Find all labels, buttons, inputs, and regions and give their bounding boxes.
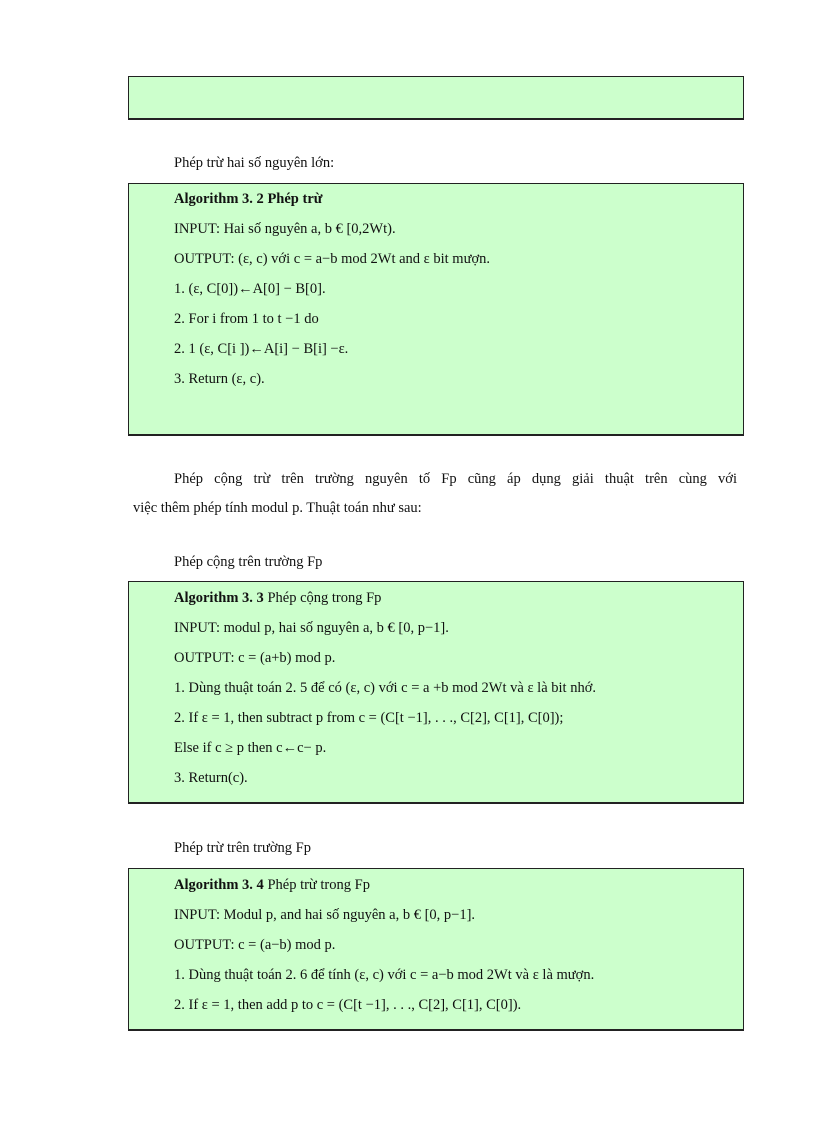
algorithm-name: Phép trừ trong Fp [267, 877, 370, 893]
algorithm-line: 2. If ε = 1, then add p to c = (C[t −1], . . ., C[2], C[1], C[0]). [174, 997, 522, 1013]
algorithm-line: 1. Dùng thuật toán 2. 5 để có (ε, c) với c = a +b mod 2Wt và ε là bit nhớ. [174, 680, 596, 696]
algorithm-title [174, 190, 322, 208]
paragraph-line-1: Phép cộng trừ trên trường nguyên tố Fp cũng áp dụng giải thuật trên cùng với [174, 471, 737, 487]
body-paragraph [133, 470, 737, 517]
paragraph-line-2: việc thêm phép tính modul p. Thuật toán như sau: [133, 500, 422, 516]
algorithm-line: 3. Return (ε, c). [174, 371, 265, 387]
algorithm-label: Algorithm 3. 4 [174, 877, 264, 893]
algorithm-line: OUTPUT: c = (a+b) mod p. [174, 650, 336, 666]
algorithm-line: INPUT: Hai số nguyên a, b € [0,2Wt). [174, 221, 396, 237]
algorithm-box-3-3 [128, 581, 744, 804]
algorithm-label: Algorithm 3. 2 [174, 191, 264, 207]
algorithm-line: INPUT: modul p, hai số nguyên a, b € [0, p−1]. [174, 620, 449, 636]
algorithm-line: OUTPUT: c = (a−b) mod p. [174, 937, 336, 953]
algorithm-line: OUTPUT: (ε, c) với c = a−b mod 2Wt and ε bit mượn. [174, 251, 490, 267]
algorithm-line: 2. For i from 1 to t −1 do [174, 311, 319, 327]
algorithm-line: Else if c ≥ p then c←c− p. [174, 740, 327, 756]
section-heading-addition-fp: Phép cộng trên trường Fp [174, 554, 323, 570]
algorithm-name: Phép cộng trong Fp [267, 590, 382, 606]
algorithm-line: 2. 1 (ε, C[i ])←A[i] − B[i] −ε. [174, 341, 349, 357]
algorithm-title [174, 589, 381, 607]
algorithm-box-3-2 [128, 183, 744, 436]
algorithm-box-3-4 [128, 868, 744, 1031]
section-heading-subtraction-fp: Phép trừ trên trường Fp [174, 840, 311, 856]
algorithm-label: Algorithm 3. 3 [174, 590, 264, 606]
algorithm-line: 2. If ε = 1, then subtract p from c = (C[t −1], . . ., C[2], C[1], C[0]); [174, 710, 564, 726]
algorithm-name: Phép trừ [267, 191, 323, 207]
section-heading-subtraction: Phép trừ hai số nguyên lớn: [174, 155, 335, 171]
algorithm-line: INPUT: Modul p, and hai số nguyên a, b € [0, p−1]. [174, 907, 476, 923]
algorithm-line: 1. Dùng thuật toán 2. 6 để tính (ε, c) với c = a−b mod 2Wt và ε là mượn. [174, 967, 595, 983]
algorithm-line: 3. Return(c). [174, 770, 248, 786]
algorithm-title [174, 876, 370, 894]
algorithm-line: 1. (ε, C[0])←A[0] − B[0]. [174, 281, 326, 297]
top-algorithm-box [128, 76, 744, 120]
